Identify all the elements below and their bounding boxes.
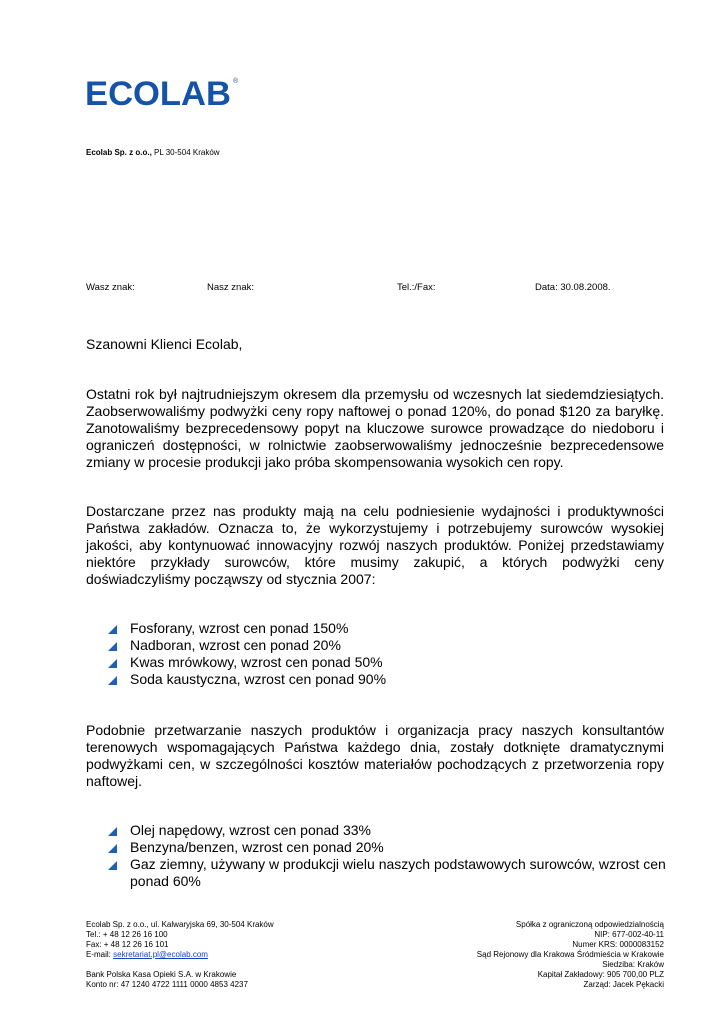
triangle-bullet-icon xyxy=(108,861,117,870)
triangle-bullet-icon xyxy=(108,676,117,685)
triangle-bullet-icon xyxy=(108,642,117,651)
footer-company-type: Spółka z ograniczoną odpowiedzialnością xyxy=(515,920,664,929)
footer-address: Ecolab Sp. z o.o., ul. Kalwaryjska 69, 30-504 Kraków xyxy=(86,920,274,929)
list-item: Fosforany, wzrost cen ponad 150% xyxy=(108,620,668,637)
date-label: Data: 30.08.2008. xyxy=(535,282,611,293)
list-item: Benzyna/benzen, wzrost cen ponad 20% xyxy=(108,839,668,856)
footer-email-line: E-mail: sekretariat.pl@ecolab.com xyxy=(86,950,208,959)
registered-mark: ® xyxy=(233,78,239,85)
list-item: Soda kaustyczna, wzrost cen ponad 90% xyxy=(108,671,668,688)
triangle-bullet-icon xyxy=(108,625,117,634)
triangle-bullet-icon xyxy=(108,659,117,668)
footer-capital: Kapitał Zakładowy: 905 700,00 PLZ xyxy=(537,970,664,979)
logo-text: ECOLAB xyxy=(85,75,231,110)
triangle-bullet-icon xyxy=(108,827,117,836)
list-item: Kwas mrówkowy, wzrost cen ponad 50% xyxy=(108,654,668,671)
footer-right xyxy=(477,920,664,990)
triangle-bullet-icon xyxy=(108,844,117,853)
raw-materials-list xyxy=(108,620,668,688)
list-item: Nadboran, wzrost cen ponad 20% xyxy=(108,637,668,654)
footer-fax: Fax: + 48 12 26 16 101 xyxy=(86,940,169,949)
footer-krs: Numer KRS: 0000083152 xyxy=(572,940,664,949)
footer-bank: Bank Polska Kasa Opieki S.A. w Krakowie xyxy=(86,970,237,979)
list-item: Olej napędowy, wzrost cen ponad 33% xyxy=(108,822,668,839)
ecolab-logo xyxy=(85,74,241,110)
footer-tel: Tel.: + 48 12 26 16 100 xyxy=(86,930,168,939)
sender-company: Ecolab Sp. z o.o., xyxy=(86,148,152,157)
salutation: Szanowni Klienci Ecolab, xyxy=(86,336,243,352)
footer-left xyxy=(86,920,274,990)
footer-nip: NIP: 677-002-40-11 xyxy=(594,930,664,939)
sender-line xyxy=(86,148,220,157)
paragraph-1: Ostatni rok był najtrudniejszym okresem dla przemysłu od wczesnych lat siedemdziesiątych. Zaobserwowaliśmy podwyżki ceny ropy naftowej o ponad 120%, do ponad $120 za baryłkę. Zanotowaliśmy bezprecedensowy popyt na kluczowe surowce prowadzące do niedoboru i ograniczeń dostępności, w rolnictwie zaobserwowaliśmy jednocześnie bezprecedensowe zmiany w procesie produkcji jako próba skompensowania wysokich cen ropy. xyxy=(86,386,664,470)
email-link[interactable]: sekretariat.pl@ecolab.com xyxy=(113,950,208,959)
footer-seat: Siedziba: Kraków xyxy=(602,960,664,969)
wasz-znak-label: Wasz znak: xyxy=(86,282,135,293)
footer-account: Konto nr: 47 1240 4722 1111 0000 4853 4237 xyxy=(86,980,248,989)
tel-fax-label: Tel.:/Fax: xyxy=(397,282,436,293)
footer-court: Sąd Rejonowy dla Krakowa Śródmieścia w Krakowie xyxy=(476,950,664,959)
list-item: Gaz ziemny, używany w produkcji wielu naszych podstawowych surowców, wzrost cen ponad 60% xyxy=(108,856,668,890)
paragraph-3: Podobnie przetwarzanie naszych produktów i organizacja pracy naszych konsultantów terenowych wspomagających Państwa każdego dnia, zostały dotknięte dramatycznymi podwyżkami cen, w szczególności kosztów materiałów pochodzących z przetworzenia ropy naftowej. xyxy=(86,722,664,789)
paragraph-2: Dostarczane przez nas produkty mają na celu podniesienie wydajności i produktywności Państwa zakładów. Oznacza to, że wykorzystujemy i potrzebujemy surowców wysokiej jakości, aby kontynuować innowacyjny rozwój naszych produktów. Poniżej przedstawiamy niektóre przykłady surowców, które musimy zakupić, a których podwyżki ceny doświadczyliśmy począwszy od stycznia 2007: xyxy=(86,503,664,587)
nasz-znak-label: Nasz znak: xyxy=(207,282,254,293)
fuel-list xyxy=(108,822,668,890)
sender-address: PL 30-504 Kraków xyxy=(151,148,220,157)
footer-board: Zarząd: Jacek Pękacki xyxy=(583,980,664,989)
